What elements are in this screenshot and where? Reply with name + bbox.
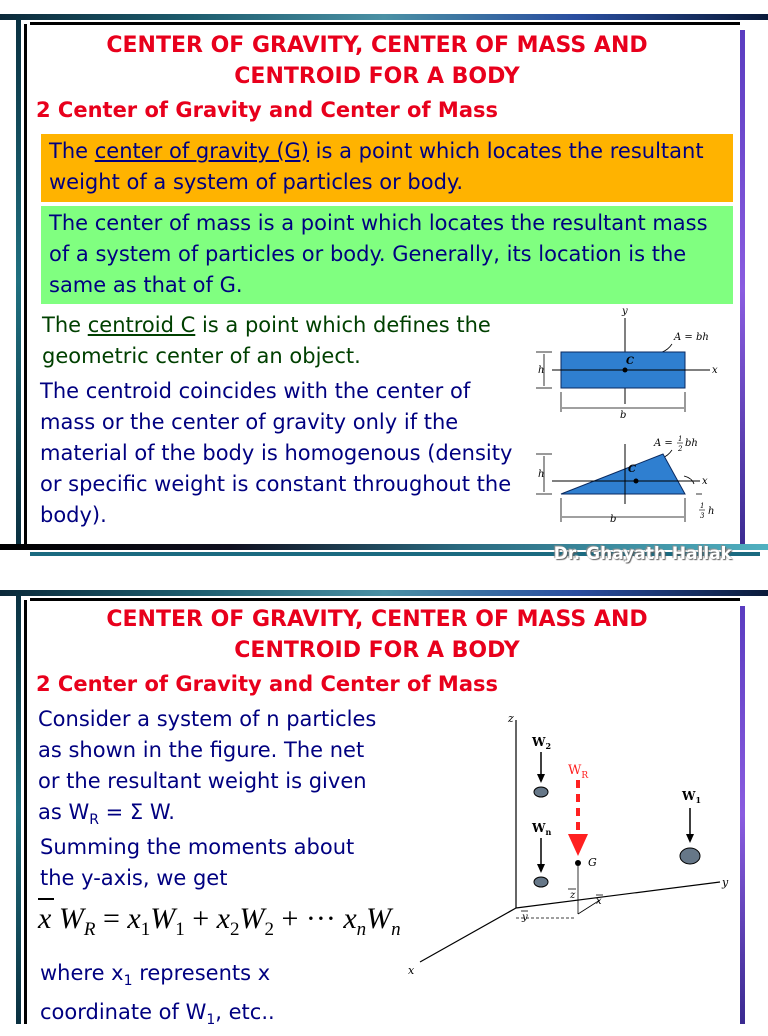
consider-line: as shown in the figure. The net bbox=[38, 738, 365, 762]
centroid-definition bbox=[42, 310, 512, 372]
as-suffix: = Σ W. bbox=[98, 800, 175, 824]
frame-right-bar-2 bbox=[740, 606, 745, 1024]
gravity-definition bbox=[49, 136, 729, 198]
fig-label-y: y bbox=[622, 306, 628, 317]
centroid-coincides-text: The centroid coincides with the center of mass or the center of gravity only if the material of the body is homogenous (density or specific weight is constant throughout the body). bbox=[40, 379, 513, 527]
fig-label-c-rect: C bbox=[626, 356, 634, 367]
fig-triangle bbox=[561, 454, 685, 494]
slide-subtitle-2: 2 Center of Gravity and Center of Mass bbox=[36, 672, 498, 696]
centroid-term: centroid C bbox=[87, 313, 196, 337]
fig2-wn-label: $W_n$ bbox=[532, 821, 552, 837]
fig2-w2-label: $W_2$ bbox=[532, 735, 552, 751]
frame-left-line-2 bbox=[24, 600, 27, 1024]
fig2-wr-arrowhead bbox=[568, 834, 588, 856]
gravity-post: is a point which locates the resultant weight of a system of particles or body. bbox=[49, 139, 704, 194]
title-line-1: CENTER OF GRAVITY, CENTER OF MASS AND bbox=[106, 607, 648, 632]
fig2-w1-particle bbox=[680, 848, 700, 864]
slide-subtitle: 2 Center of Gravity and Center of Mass bbox=[36, 98, 498, 122]
fig2-label-zbar: z bbox=[570, 890, 576, 901]
as-prefix: as W bbox=[38, 800, 90, 824]
fig2-label-ybar: y bbox=[522, 912, 528, 923]
title-line-1: CENTER OF GRAVITY, CENTER OF MASS AND bbox=[106, 33, 648, 58]
slide-title-2 bbox=[40, 604, 714, 666]
consider-line: Consider a system of n particles bbox=[38, 707, 377, 731]
fig-tri-area-prefix: A = bbox=[654, 438, 673, 449]
summing-line: Summing the moments about bbox=[40, 835, 355, 859]
fig2-x-axis bbox=[420, 908, 516, 962]
gravity-pre: The bbox=[49, 139, 95, 163]
title-line-2: CENTROID FOR A BODY bbox=[234, 638, 520, 663]
frame-top-line bbox=[30, 22, 740, 25]
fig-label-c-tri: C bbox=[628, 464, 636, 475]
fig2-g-point bbox=[575, 860, 581, 866]
consider-text bbox=[38, 704, 438, 836]
centroid-pre: The bbox=[42, 313, 88, 337]
fig-label-h-rect: h bbox=[538, 365, 545, 376]
fig-tri-half-den: 2 bbox=[678, 445, 683, 453]
fig2-label-z: z bbox=[508, 712, 514, 725]
where-line: where $x_1$ represents x bbox=[40, 961, 271, 990]
fig-third-num: 1 bbox=[700, 502, 705, 510]
fig2-label-xbar: x bbox=[596, 896, 602, 907]
centroid-post: is a point which defines the geometric center of an object. bbox=[42, 313, 491, 368]
gravity-definition-box bbox=[41, 134, 733, 202]
slide-title bbox=[40, 30, 714, 92]
fig-tri-area-suffix: bh bbox=[685, 438, 698, 449]
frame-left-line bbox=[24, 24, 27, 544]
fig-label-h-tri: h bbox=[538, 469, 545, 480]
fig-rect-leader bbox=[662, 344, 672, 352]
resultant-line bbox=[38, 797, 438, 836]
fig-third-h: h bbox=[708, 506, 715, 517]
gravity-term: center of gravity (G) bbox=[94, 139, 309, 163]
fig-label-x: x bbox=[712, 365, 718, 376]
fig-label-x-tri: x bbox=[702, 476, 708, 487]
coordinate-line: coordinate of $W_1$, etc.. bbox=[40, 1000, 275, 1029]
fig-rect-area: A = bh bbox=[674, 332, 709, 343]
fig2-y-axis bbox=[516, 882, 720, 908]
fig-tri-half-num: 1 bbox=[678, 435, 683, 443]
fig2-label-y: y bbox=[722, 876, 729, 889]
author-footer: Dr. Ghayath Hallak bbox=[553, 544, 732, 564]
eq-xbar: x bbox=[38, 902, 51, 936]
fig2-wn-particle bbox=[534, 877, 548, 887]
summing-line: the y-axis, we get bbox=[40, 866, 228, 890]
fig2-label-x: x bbox=[408, 964, 415, 977]
fig2-wn-arrowhead bbox=[537, 864, 545, 873]
frame-top-bar-2 bbox=[0, 590, 768, 596]
where-text bbox=[40, 958, 440, 1036]
fig-label-b-tri: b bbox=[610, 514, 617, 525]
moment-equation: x $W_R = x_1W_1 + x_2W_2$ + ··· $x_nW_n$ bbox=[38, 902, 401, 941]
particles-figure bbox=[400, 708, 740, 998]
fig2-wr-label: $W_R$ bbox=[568, 763, 589, 781]
summing-text bbox=[40, 832, 440, 894]
slide-separator bbox=[0, 566, 768, 584]
centroid-figure bbox=[522, 304, 734, 528]
fig2-w1-label: $W_1$ bbox=[682, 789, 702, 805]
fig-third-leader bbox=[684, 476, 694, 484]
frame-left-bar-2 bbox=[16, 592, 21, 1024]
consider-line: or the resultant weight is given bbox=[38, 769, 367, 793]
fig-centroid-dot-tri bbox=[634, 479, 639, 484]
title-line-2: CENTROID FOR A BODY bbox=[234, 64, 520, 89]
fig-label-b-rect: b bbox=[620, 410, 627, 421]
frame-top-bar bbox=[0, 14, 768, 20]
fig-third-den: 3 bbox=[700, 512, 705, 520]
mass-definition-box bbox=[41, 206, 733, 304]
fig2-w1-arrowhead bbox=[686, 834, 694, 843]
frame-right-bar bbox=[740, 30, 745, 550]
as-sub: R bbox=[89, 812, 99, 829]
mass-definition: The center of mass is a point which locates the resultant mass of a system of particles or body. Generally, its location is the same as that of G. bbox=[49, 211, 708, 297]
frame-top-line-2 bbox=[30, 598, 740, 601]
fig2-w2-particle bbox=[534, 787, 548, 797]
fig2-w2-arrowhead bbox=[537, 774, 545, 783]
frame-left-bar bbox=[16, 16, 21, 546]
eq-xbar-line bbox=[38, 898, 54, 900]
fig-centroid-dot-rect bbox=[623, 368, 628, 373]
fig2-label-g: G bbox=[588, 856, 597, 869]
slide-2 bbox=[0, 584, 768, 1029]
